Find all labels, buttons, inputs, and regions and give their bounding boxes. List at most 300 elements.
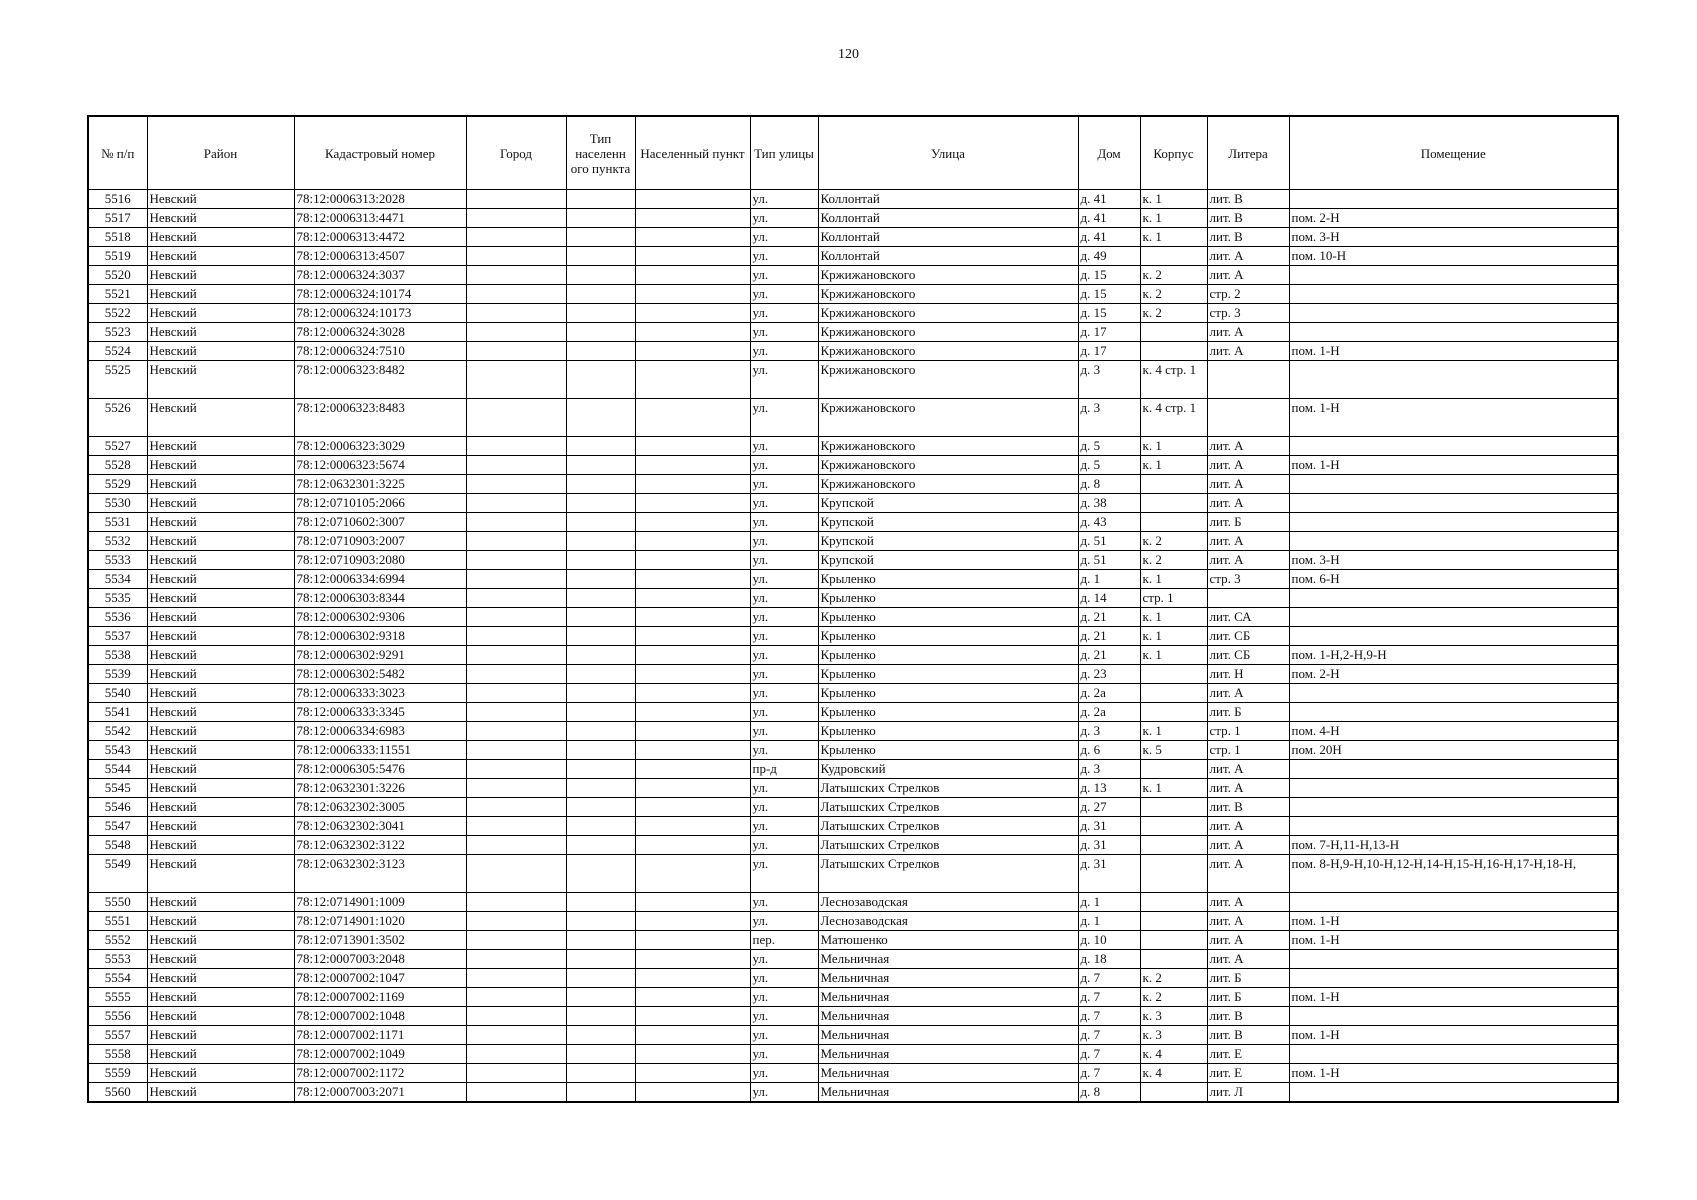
cell-district: Невский [147,817,294,836]
cell-letter [1207,361,1289,399]
cell-settlement [635,1083,750,1103]
cell-district: Невский [147,475,294,494]
cell-street: Латышских Стрелков [818,836,1078,855]
cell-premises [1289,893,1618,912]
cell-street: Мельничная [818,988,1078,1007]
cell-settlement [635,608,750,627]
cell-row-number: 5546 [88,798,147,817]
cell-letter: лит. А [1207,532,1289,551]
cell-settlement-type [566,760,635,779]
cell-letter: лит. А [1207,266,1289,285]
cell-building [1140,912,1207,931]
cell-house: д. 51 [1078,551,1140,570]
cell-district: Невский [147,1064,294,1083]
table-row [88,209,1618,228]
table-row [88,779,1618,798]
cell-building [1140,247,1207,266]
cell-city [466,304,566,323]
cell-settlement [635,703,750,722]
cell-district: Невский [147,608,294,627]
cell-cadastral-number: 78:12:0007002:1169 [294,988,466,1007]
header-street-type: Тип улицы [750,116,818,190]
cell-settlement-type [566,304,635,323]
cell-district: Невский [147,1007,294,1026]
cell-cadastral-number: 78:12:0006323:5674 [294,456,466,475]
cell-row-number: 5517 [88,209,147,228]
cell-premises [1289,285,1618,304]
table-row [88,589,1618,608]
cell-premises: пом. 3-Н [1289,551,1618,570]
cell-premises [1289,779,1618,798]
cell-settlement [635,304,750,323]
cell-premises: пом. 1-Н [1289,1026,1618,1045]
cell-house: д. 7 [1078,1007,1140,1026]
cell-cadastral-number: 78:12:0710903:2080 [294,551,466,570]
cell-street-type: ул. [750,570,818,589]
cell-settlement-type [566,1007,635,1026]
cell-building [1140,817,1207,836]
cell-house: д. 31 [1078,855,1140,893]
table-row [88,1064,1618,1083]
cell-letter: лит. В [1207,190,1289,209]
header-premises: Помещение [1289,116,1618,190]
cell-cadastral-number: 78:12:0006324:10174 [294,285,466,304]
cell-street: Коллонтай [818,228,1078,247]
cell-building: к. 1 [1140,456,1207,475]
cell-settlement-type [566,361,635,399]
cell-house: д. 2а [1078,703,1140,722]
cell-settlement [635,475,750,494]
cell-district: Невский [147,893,294,912]
cell-building: к. 1 [1140,722,1207,741]
cell-district: Невский [147,627,294,646]
cell-city [466,475,566,494]
cell-letter: лит. В [1207,228,1289,247]
cell-district: Невский [147,684,294,703]
cell-street: Крыленко [818,627,1078,646]
cell-building [1140,760,1207,779]
cell-settlement [635,456,750,475]
cell-building: к. 1 [1140,570,1207,589]
table-row [88,285,1618,304]
cell-row-number: 5540 [88,684,147,703]
cell-row-number: 5532 [88,532,147,551]
table-row [88,817,1618,836]
cell-premises: пом. 1-Н [1289,1064,1618,1083]
cell-settlement-type [566,931,635,950]
table-row [88,836,1618,855]
cell-settlement-type [566,608,635,627]
cell-settlement-type [566,950,635,969]
cell-row-number: 5553 [88,950,147,969]
cell-house: д. 41 [1078,190,1140,209]
cell-row-number: 5516 [88,190,147,209]
cell-cadastral-number: 78:12:0632302:3122 [294,836,466,855]
cell-house: д. 3 [1078,399,1140,437]
cell-premises [1289,950,1618,969]
cell-letter: лит. А [1207,817,1289,836]
cell-settlement-type [566,1045,635,1064]
cell-building: к. 1 [1140,646,1207,665]
cell-building [1140,494,1207,513]
cell-row-number: 5526 [88,399,147,437]
cell-cadastral-number: 78:12:0006324:7510 [294,342,466,361]
cell-street-type: ул. [750,228,818,247]
cell-settlement [635,931,750,950]
cell-building [1140,855,1207,893]
cell-settlement-type [566,570,635,589]
cell-cadastral-number: 78:12:0632302:3005 [294,798,466,817]
table-row [88,323,1618,342]
cell-premises: пом. 1-Н [1289,931,1618,950]
cell-building: стр. 1 [1140,589,1207,608]
cell-settlement-type [566,665,635,684]
cell-street-type: ул. [750,285,818,304]
cell-house: д. 8 [1078,475,1140,494]
cell-building [1140,665,1207,684]
cell-settlement-type [566,323,635,342]
cell-street-type: ул. [750,437,818,456]
cell-street-type: ул. [750,836,818,855]
cell-settlement [635,1064,750,1083]
table-row [88,703,1618,722]
cell-house: д. 21 [1078,646,1140,665]
cell-house: д. 8 [1078,1083,1140,1103]
cell-row-number: 5533 [88,551,147,570]
cell-premises [1289,1083,1618,1103]
cell-cadastral-number: 78:12:0006313:4471 [294,209,466,228]
cell-city [466,703,566,722]
cell-street-type: пер. [750,931,818,950]
cell-settlement [635,855,750,893]
table-row [88,1007,1618,1026]
cell-street-type: ул. [750,361,818,399]
cell-building: к. 2 [1140,285,1207,304]
header-district: Район [147,116,294,190]
cell-street: Крупской [818,532,1078,551]
cell-building [1140,475,1207,494]
table-row [88,969,1618,988]
cell-city [466,266,566,285]
cell-row-number: 5549 [88,855,147,893]
cell-district: Невский [147,285,294,304]
cell-building: к. 3 [1140,1007,1207,1026]
header-street: Улица [818,116,1078,190]
cell-city [466,589,566,608]
header-building: Корпус [1140,116,1207,190]
cell-letter: стр. 1 [1207,741,1289,760]
cell-cadastral-number: 78:12:0714901:1009 [294,893,466,912]
cell-premises [1289,817,1618,836]
cell-building: к. 4 стр. 1 [1140,399,1207,437]
cell-cadastral-number: 78:12:0006333:11551 [294,741,466,760]
cell-city [466,798,566,817]
cell-street: Мельничная [818,1083,1078,1103]
cell-settlement-type [566,1064,635,1083]
cell-city [466,437,566,456]
cell-street: Крыленко [818,570,1078,589]
cell-building: к. 1 [1140,190,1207,209]
cell-district: Невский [147,722,294,741]
cell-district: Невский [147,342,294,361]
table-body [88,190,1618,1103]
cell-settlement [635,798,750,817]
cell-row-number: 5522 [88,304,147,323]
cell-row-number: 5521 [88,285,147,304]
cell-building [1140,342,1207,361]
cell-house: д. 51 [1078,532,1140,551]
cell-row-number: 5527 [88,437,147,456]
cell-settlement-type [566,285,635,304]
cell-cadastral-number: 78:12:0006333:3345 [294,703,466,722]
cell-city [466,1007,566,1026]
cell-premises [1289,532,1618,551]
cell-row-number: 5551 [88,912,147,931]
cell-street-type: ул. [750,1045,818,1064]
cell-street-type: ул. [750,893,818,912]
cell-house: д. 41 [1078,228,1140,247]
cell-cadastral-number: 78:12:0632301:3226 [294,779,466,798]
cell-house: д. 5 [1078,456,1140,475]
cell-cadastral-number: 78:12:0632302:3041 [294,817,466,836]
cell-house: д. 7 [1078,969,1140,988]
cell-settlement [635,722,750,741]
cell-settlement [635,513,750,532]
cell-street: Крупской [818,494,1078,513]
cell-premises [1289,969,1618,988]
cell-building: к. 2 [1140,304,1207,323]
cell-city [466,323,566,342]
cell-house: д. 23 [1078,665,1140,684]
cell-street-type: ул. [750,950,818,969]
cell-district: Невский [147,399,294,437]
cell-building: к. 1 [1140,228,1207,247]
cell-city [466,551,566,570]
cell-cadastral-number: 78:12:0710602:3007 [294,513,466,532]
cell-settlement [635,589,750,608]
cell-city [466,627,566,646]
table-row [88,570,1618,589]
cell-row-number: 5550 [88,893,147,912]
cell-building: к. 4 [1140,1064,1207,1083]
cell-row-number: 5545 [88,779,147,798]
cell-premises: пом. 7-Н,11-Н,13-Н [1289,836,1618,855]
cell-street: Кржижановского [818,361,1078,399]
cell-premises [1289,608,1618,627]
cell-street-type: ул. [750,551,818,570]
cell-street-type: ул. [750,1026,818,1045]
cell-letter: лит. А [1207,323,1289,342]
cell-building [1140,893,1207,912]
cell-street-type: ул. [750,266,818,285]
cell-city [466,532,566,551]
table-row [88,456,1618,475]
cell-street-type: ул. [750,456,818,475]
cell-letter: лит. А [1207,893,1289,912]
cell-house: д. 31 [1078,836,1140,855]
cell-settlement-type [566,798,635,817]
page-number: 120 [838,47,859,62]
cell-letter [1207,589,1289,608]
cell-settlement-type [566,836,635,855]
cell-city [466,836,566,855]
cell-house: д. 1 [1078,570,1140,589]
cell-cadastral-number: 78:12:0006333:3023 [294,684,466,703]
cell-premises [1289,1045,1618,1064]
cell-premises [1289,513,1618,532]
cell-district: Невский [147,912,294,931]
cell-house: д. 49 [1078,247,1140,266]
cell-settlement-type [566,912,635,931]
cell-district: Невский [147,1026,294,1045]
header-row-number: № п/п [88,116,147,190]
cell-city [466,969,566,988]
cell-house: д. 38 [1078,494,1140,513]
cell-letter: лит. В [1207,1026,1289,1045]
cell-district: Невский [147,760,294,779]
header-cadastral-number: Кадастровый номер [294,116,466,190]
cell-settlement [635,228,750,247]
cell-street: Мельничная [818,950,1078,969]
cell-settlement-type [566,456,635,475]
cell-letter: лит. А [1207,950,1289,969]
cell-district: Невский [147,266,294,285]
cell-settlement [635,627,750,646]
cell-row-number: 5536 [88,608,147,627]
cell-city [466,228,566,247]
cell-premises: пом. 20Н [1289,741,1618,760]
cell-street-type: ул. [750,912,818,931]
cell-street-type: ул. [750,988,818,1007]
cell-premises: пом. 3-Н [1289,228,1618,247]
cell-row-number: 5556 [88,1007,147,1026]
cell-settlement [635,912,750,931]
property-registry-table [87,115,1619,1103]
cell-street-type: ул. [750,399,818,437]
cell-district: Невский [147,988,294,1007]
cell-cadastral-number: 78:12:0006302:9306 [294,608,466,627]
header-city: Город [466,116,566,190]
table-row [88,1045,1618,1064]
table-row [88,266,1618,285]
cell-letter: лит. А [1207,247,1289,266]
cell-building: к. 5 [1140,741,1207,760]
cell-street: Кржижановского [818,285,1078,304]
cell-settlement-type [566,342,635,361]
cell-district: Невский [147,665,294,684]
cell-premises [1289,361,1618,399]
cell-letter: лит. А [1207,912,1289,931]
cell-house: д. 3 [1078,760,1140,779]
cell-district: Невский [147,456,294,475]
table-row [88,608,1618,627]
cell-letter: стр. 1 [1207,722,1289,741]
cell-premises: пом. 1-Н [1289,912,1618,931]
cell-cadastral-number: 78:12:0007002:1172 [294,1064,466,1083]
cell-street: Крыленко [818,589,1078,608]
cell-premises [1289,494,1618,513]
cell-house: д. 7 [1078,1026,1140,1045]
table-row [88,513,1618,532]
cell-city [466,760,566,779]
cell-city [466,209,566,228]
cell-premises [1289,703,1618,722]
cell-house: д. 18 [1078,950,1140,969]
cell-premises: пом. 6-Н [1289,570,1618,589]
cell-district: Невский [147,494,294,513]
cell-cadastral-number: 78:12:0006324:10173 [294,304,466,323]
cell-house: д. 7 [1078,988,1140,1007]
cell-letter: лит. А [1207,855,1289,893]
cell-settlement [635,817,750,836]
cell-letter: лит. А [1207,342,1289,361]
cell-premises: пом. 1-Н [1289,456,1618,475]
cell-cadastral-number: 78:12:0632302:3123 [294,855,466,893]
table-row [88,304,1618,323]
cell-settlement [635,266,750,285]
cell-premises [1289,475,1618,494]
table-header [88,116,1618,190]
cell-district: Невский [147,570,294,589]
cell-letter: лит. А [1207,494,1289,513]
cell-settlement-type [566,893,635,912]
cell-district: Невский [147,798,294,817]
table-row [88,1083,1618,1103]
table-row [88,893,1618,912]
cell-row-number: 5539 [88,665,147,684]
cell-letter: лит. Е [1207,1045,1289,1064]
cell-district: Невский [147,589,294,608]
cell-city [466,513,566,532]
cell-cadastral-number: 78:12:0007002:1047 [294,969,466,988]
cell-row-number: 5535 [88,589,147,608]
cell-street: Матюшенко [818,931,1078,950]
cell-letter: лит. А [1207,551,1289,570]
cell-street: Кржижановского [818,399,1078,437]
table-row [88,627,1618,646]
cell-row-number: 5560 [88,1083,147,1103]
cell-premises [1289,304,1618,323]
table-row [88,665,1618,684]
cell-premises [1289,266,1618,285]
cell-cadastral-number: 78:12:0007003:2048 [294,950,466,969]
cell-cadastral-number: 78:12:0006324:3037 [294,266,466,285]
cell-street-type: ул. [750,969,818,988]
cell-house: д. 2а [1078,684,1140,703]
cell-building [1140,684,1207,703]
cell-house: д. 21 [1078,627,1140,646]
cell-street: Латышских Стрелков [818,779,1078,798]
cell-building: к. 1 [1140,627,1207,646]
cell-cadastral-number: 78:12:0006323:8483 [294,399,466,437]
cell-street-type: ул. [750,798,818,817]
cell-city [466,741,566,760]
cell-street-type: ул. [750,608,818,627]
cell-street: Крыленко [818,684,1078,703]
cell-settlement [635,741,750,760]
cell-street: Латышских Стрелков [818,817,1078,836]
cell-street-type: ул. [750,779,818,798]
cell-house: д. 17 [1078,342,1140,361]
cell-district: Невский [147,703,294,722]
cell-street-type: ул. [750,190,818,209]
cell-letter: лит. А [1207,760,1289,779]
table-row [88,361,1618,399]
table-row [88,494,1618,513]
cell-settlement-type [566,1083,635,1103]
cell-letter: лит. Л [1207,1083,1289,1103]
table-row [88,684,1618,703]
